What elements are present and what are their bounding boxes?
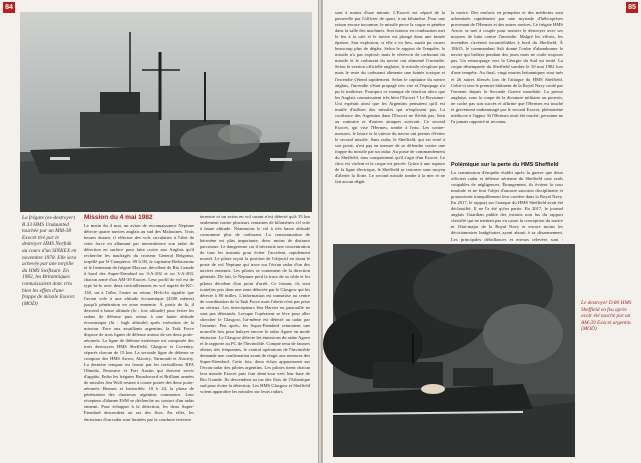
section-heading-mission: Mission du 4 mai 1982: [84, 214, 153, 221]
page-number-left: 84: [3, 2, 15, 13]
photo-caption-right: Le destroyer D 80 HMS Sheffield en feu après avoir été touché par un AM-39 Exocet argentin. (MOD): [581, 300, 632, 333]
right-column-2: la navire. Des renforts en pompiers et des médecins sont acheminés rapidement par une myriade d'hélicoptères provenant de l'Hermes et des autres navires. Le frégate HMS Arrow se met à couple pour assister le destroyer avec ses moyens de lutte contre l'incendie. Malgré les efforts, les incendies s'avèrent incontrôlables à bord du Sheffield. À 18h15, le commandant Salt donne l'ordre d'abandonner le navire qui brûlera pendant des jours mais ne coule toujours pas. Un remorquage vers la Géorgie du Sud est tenté. La coque désemparée du Sheffield sombre le 10 mai 1982 lors d'une tempête. Au final, vingt marins britanniques sont tués et 26 autres blessés lors de l'attaque du HMS Sheffield. Celui-ci sera le premier bâtiment de la Royal Navy coulé par l'ennemi depuis la Seconde Guerre mondiale. La presse anglaise, sous la coupe de la dictature militaire au pouvoir, ne cache pas son succès et affirme que l'Hermes est touché et gravement endommagé par le second Exocet, phénomène médiocre à l'appui. Si l'Hermes avait été touché, personne ne l'a jamais rapporté ni reconnu.: [451, 10, 563, 124]
left-column-1: Le matin du 4 mai, un avion de reconnaissance Neptune détecte quatre navires anglais au sud des Malouines. Trois heures durant, il effectue des vols circulaires à l'abri de cette force en allumant par intermittence son radar de détection en surface pour faire croire aux Anglais qu'il recherche les naufragés du croiseur General Belgrano, torpillé par le Conqueror. 09 h 00, le capitaine Bedacarratz et le lieutenant de frégate Mayora, décollent de Rio Grande à bord des Super-Etendard no 3-A-202 et no 3-A-203, chacun armé d'un AM-39 Exocet. Leur profil de vol est de type hi-lo avec deux ravitaillements en vol auprès de KC-130, un à l'aller, l'autre au retour. Hi-lo-hi signifie que l'avion vole à une altitude économique (4500 mètres) jusqu'à pénétration en zone ennemie. À partir de là, il descend à basse altitude (lo : low altitude) pour éviter les radars de défense puis retour à une haute altitude économique (hi : high altitude) après exécution de la mission. Face aux assaillants argentins, la Task Force dispose de trois lignes de défense autour de ses deux porte-aéronefs. La ligne de défense extérieure est composée des trois destroyers HMS Sheffield, Glasgow et Coventry, séparés chacun de 15 km. La seconde ligne de défense se compose des HMS Arrow, Alacrity, Yarmouth et Alacrity. La dernière rempart est fourni par les ravitailleurs RFA Olmeda, Resource et Fort Austin qui doivent servir d'appâts. Enfin les frégates Broadsword et Brilliant armées de missiles Sea Wolf restent à courte portée des deux porte-aéronefs Hermes et Invincible. 10 h 24, la phase de pénétration des chasseurs argentins commence. Leur récepteur d'alarme ESM se déclenche au contact d'un radar ennemi. Pour échapper à la détection, les deux Super-Etendard descendent au ras des flots. En effet, les émissions d'un radar sont limitées par la courbure terrestre.: [84, 223, 194, 422]
left-column-2: terrestre et un avion en vol rasant n'est détecté qu'à 35 km seulement contre plusieurs centaines de kilomètres s'il vole à haute altitude. Néanmoins le vol à très basse altitude consomme plus de carburant. La consommation de kérosène est plus importante, donc moins de distance parcourue. Le dangereuse car il nécessite une concentration de tous les instants pour éviter l'accident, rapidement mortel. Le pilote reçoit la position de l'objectif en tirant le poste de vol Neptune qui trace sur l'écran radar d'un des navires ennemis. Les pilotes se contentent de la direction générale. De fait, le Neptune perd la trace de sa cible et les pilotes décident d'un point d'arrêt. Ce faisant, ils sont toutefois pris dans une zone détectée par le Glasgow qui les détecte à 80 milles. L'information est transmise au centre de coordination de la Task Force mais l'alerte n'est pas prise au sérieux. Les intercepteurs Sea Harrier en patrouille ne sont pas détournés. Lorsque l'opérateur se lève pour aller chercher le Glasgow, lui-même est détecté au radar par l'ennemi. Peu après, les Super-Etendard remontent une nouvelle fois pour balayer encore le radar Agave en mode émission. Le Glasgow détecte les émissions du radar Agave et le rapporte au PC de l'Invincible. Compte tenu de fausses alertes très fréquentes, le central opérations de l'Invincible demande une confirmation avant de réagir aux menaces des Super-Etendard. Cette fois, deux échos apparaissent sur l'écran radar des pilotes argentins. Les pilotes tirent chacun leur missile Exocet puis font demi-tour vers leur base de Rio Grande. Ils descendent au ras des flots de l'Atlantique sud pour éviter la détection. Les HMS Glasgow et Sheffield voient apparaître les missiles sur leurs radars.: [200, 214, 310, 395]
right-page: [322, 0, 641, 463]
photo-caption-left: La frégate (ex-destroyer) B 33 HMS Undaunted touchée par un MM-38 Exocet tiré par le destroyer HMS Norfolk au cours d'un SINKEX en novembre 1978. Elle sera achevée par une torpille du HMS Swiftsure. En 1982, les Britanniques connaissaient donc très bien les effets d'une frappe de missile Exocet. (MOD): [22, 215, 77, 307]
right-column-1: sont à moins d'une minute. L'Exocet est séparé de la passerelle par l'officier de quart, à un kilomètre. Pour une raison encore inconnue, le missile perce la coque et pénètre dans la salle des machines. Son moteur en combustion met le feu à la cale et le navire est plongé dans une fumée épaisse. Son explosion, si elle a eu lieu, aurait pu causer beaucoup plus de dégâts. Selon le rapport de l'enquête, le missile n'a pas explosé, mais le réservoir de carburant du missile et le carburant du navire ont alimenté l'incendie. Selon la version officielle anglaise, le missile n'explose pas mais le reste du carburant alimente une fumée toxique et l'incendie s'étend rapidement. Selon le capitaine du navire anglais, l'incendie s'était propagé très vite et l'équipage n'a pu le maîtriser. Pourquoi ce manque de réaction alors que les Anglais connaissaient très bien l'Exocet ? Le Royaume-Uni espérait ainsi que les Argentins pensaient qu'il est inutile d'utiliser des missiles qui n'explosent pas. La confiance des Argentins dans l'Exocet ne fléchit pas, bien au contraire et d'autres attaques suivront. Ce second Exocet, qui vise l'Hermes, tombe à l'eau. Les contre-mesures, le leurre et la vitesse du navire ont permis d'éviter le second missile. Sans radar, le Sheffield, qui est resté à son poste, n'est pas en mesure de se défendre contre une frappe du missile par un radar. Au poste de commandement du Sheffield, tous comprennent qu'il s'agit d'un Exocet. Le choc est violent et la coque est percée. Grâce à une rupture de la ligne électrique, le Sheffield se retrouve sans moyen d'alerter la flotte. Le second missile tombe à la mer et ne fait aucun dégât.: [335, 10, 445, 185]
section-heading-polemique: Polémique sur la perte du HMS Sheffield: [451, 162, 559, 168]
sheffield-photo: [333, 244, 575, 457]
undaunted-photo: [20, 12, 312, 212]
left-page: [0, 0, 319, 463]
page-number-right: 85: [626, 2, 638, 13]
right-column-2b: La commission d'enquête établit après la guerre que deux officiers radar et défense aérienne du Sheffield sont seuls coupables de négligences. Étrangement, ils évitent la cour martiale et ne font l'objet d'aucune sanction disciplinaire et poursuivent tranquillement leur carrière dans la Royal Navy. En 2017, le rapport sur l'attaque du HMS Sheffield avait été déclassifié. Il ne l'a été qu'en partie. En 2017, le journal anglais Guardian publie des extraits non lus du rapport classifié qui ne mettent pas en cause la conception du navire ni l'état-major de la Royal Navy et encore moins les décisionnaires budgétaires ayant abouti à sa désarmement. Les principales défaillances et erreurs relevées sont :: [451, 170, 563, 242]
